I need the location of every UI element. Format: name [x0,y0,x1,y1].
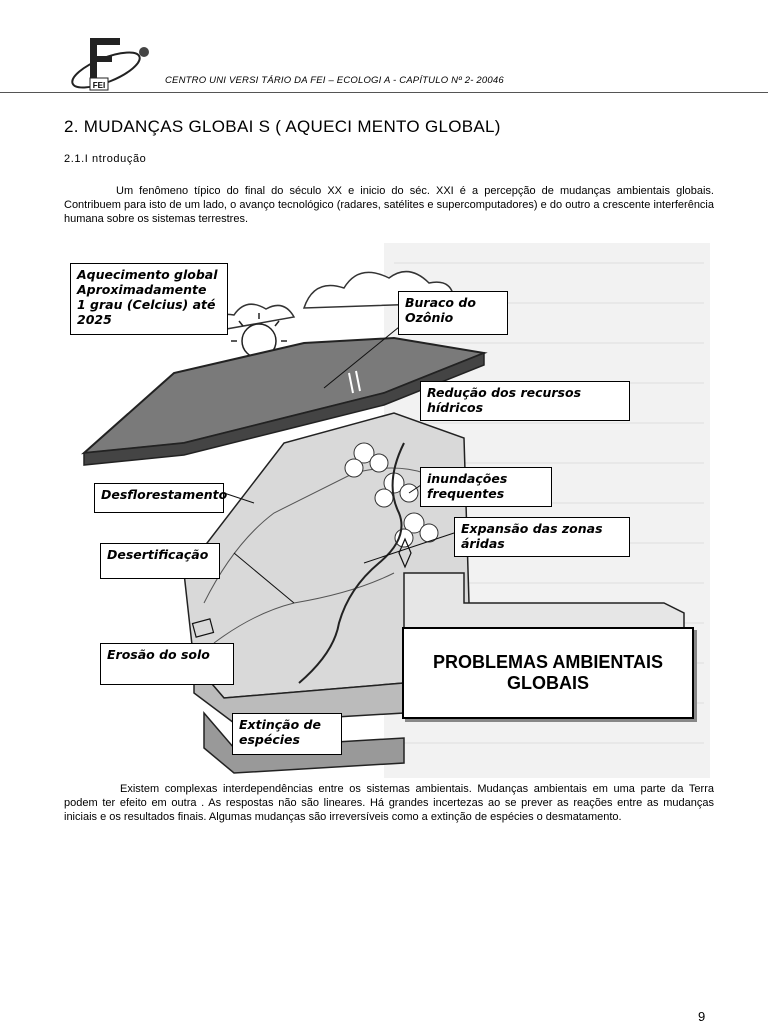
label-expansao-zonas: Expansão das zonas áridas [454,517,630,557]
label-aquecimento-global: Aquecimento global Aproximadamente 1 grau (Celcius) até 2025 [70,263,228,335]
subsection-title: 2.1.I ntrodução [64,153,147,165]
label-reducao-recursos: Redução dos recursos hídricos [420,381,630,421]
page-number: 9 [698,1009,706,1024]
label-inundacoes: inundações frequentes [420,467,552,507]
header-divider [0,92,768,93]
fei-logo [64,32,156,92]
intro-paragraph: Um fenômeno típico do final do século XX e inicio do séc. XXI é a percepção de mudanças ambientais globais. Contribuem para isto de um lado, o avanço tecnológico (radares, satélites e supercomputadores) e do outro a crescente interferência humana sobre os sistemas terrestres. [64,185,714,225]
section-title: 2. MUDANÇAS GLOBAI S ( AQUECI MENTO GLOBAL) [64,117,501,136]
label-desflorestamento: Desflorestamento [94,483,224,513]
environmental-problems-figure [64,243,710,778]
label-buraco-ozonio: Buraco do Ozônio [398,291,508,335]
body-paragraph: Existem complexas interdependências entre os sistemas ambientais. Mudanças ambientais em uma parte da Terra podem ter efeito em outra . As respostas não são lineares. Há grandes incertezas ao se prever as reações entre as mudanças iniciais e os resultados finais. Algumas mudanças são irreversíveis como a extinção de espécies o desmatamento. [64,783,714,823]
logo-text: FEI [92,81,106,90]
label-erosao-solo: Erosão do solo [100,643,234,685]
running-title: CENTRO UNI VERSI TÁRIO DA FEI – ECOLOGI A - CAPÍTULO Nº 2- 20046 [165,75,504,86]
figure-title-box: PROBLEMAS AMBIENTAIS GLOBAIS [402,627,694,719]
label-extincao-especies: Extinção de espécies [232,713,342,755]
label-desertificacao: Desertificação [100,543,220,579]
